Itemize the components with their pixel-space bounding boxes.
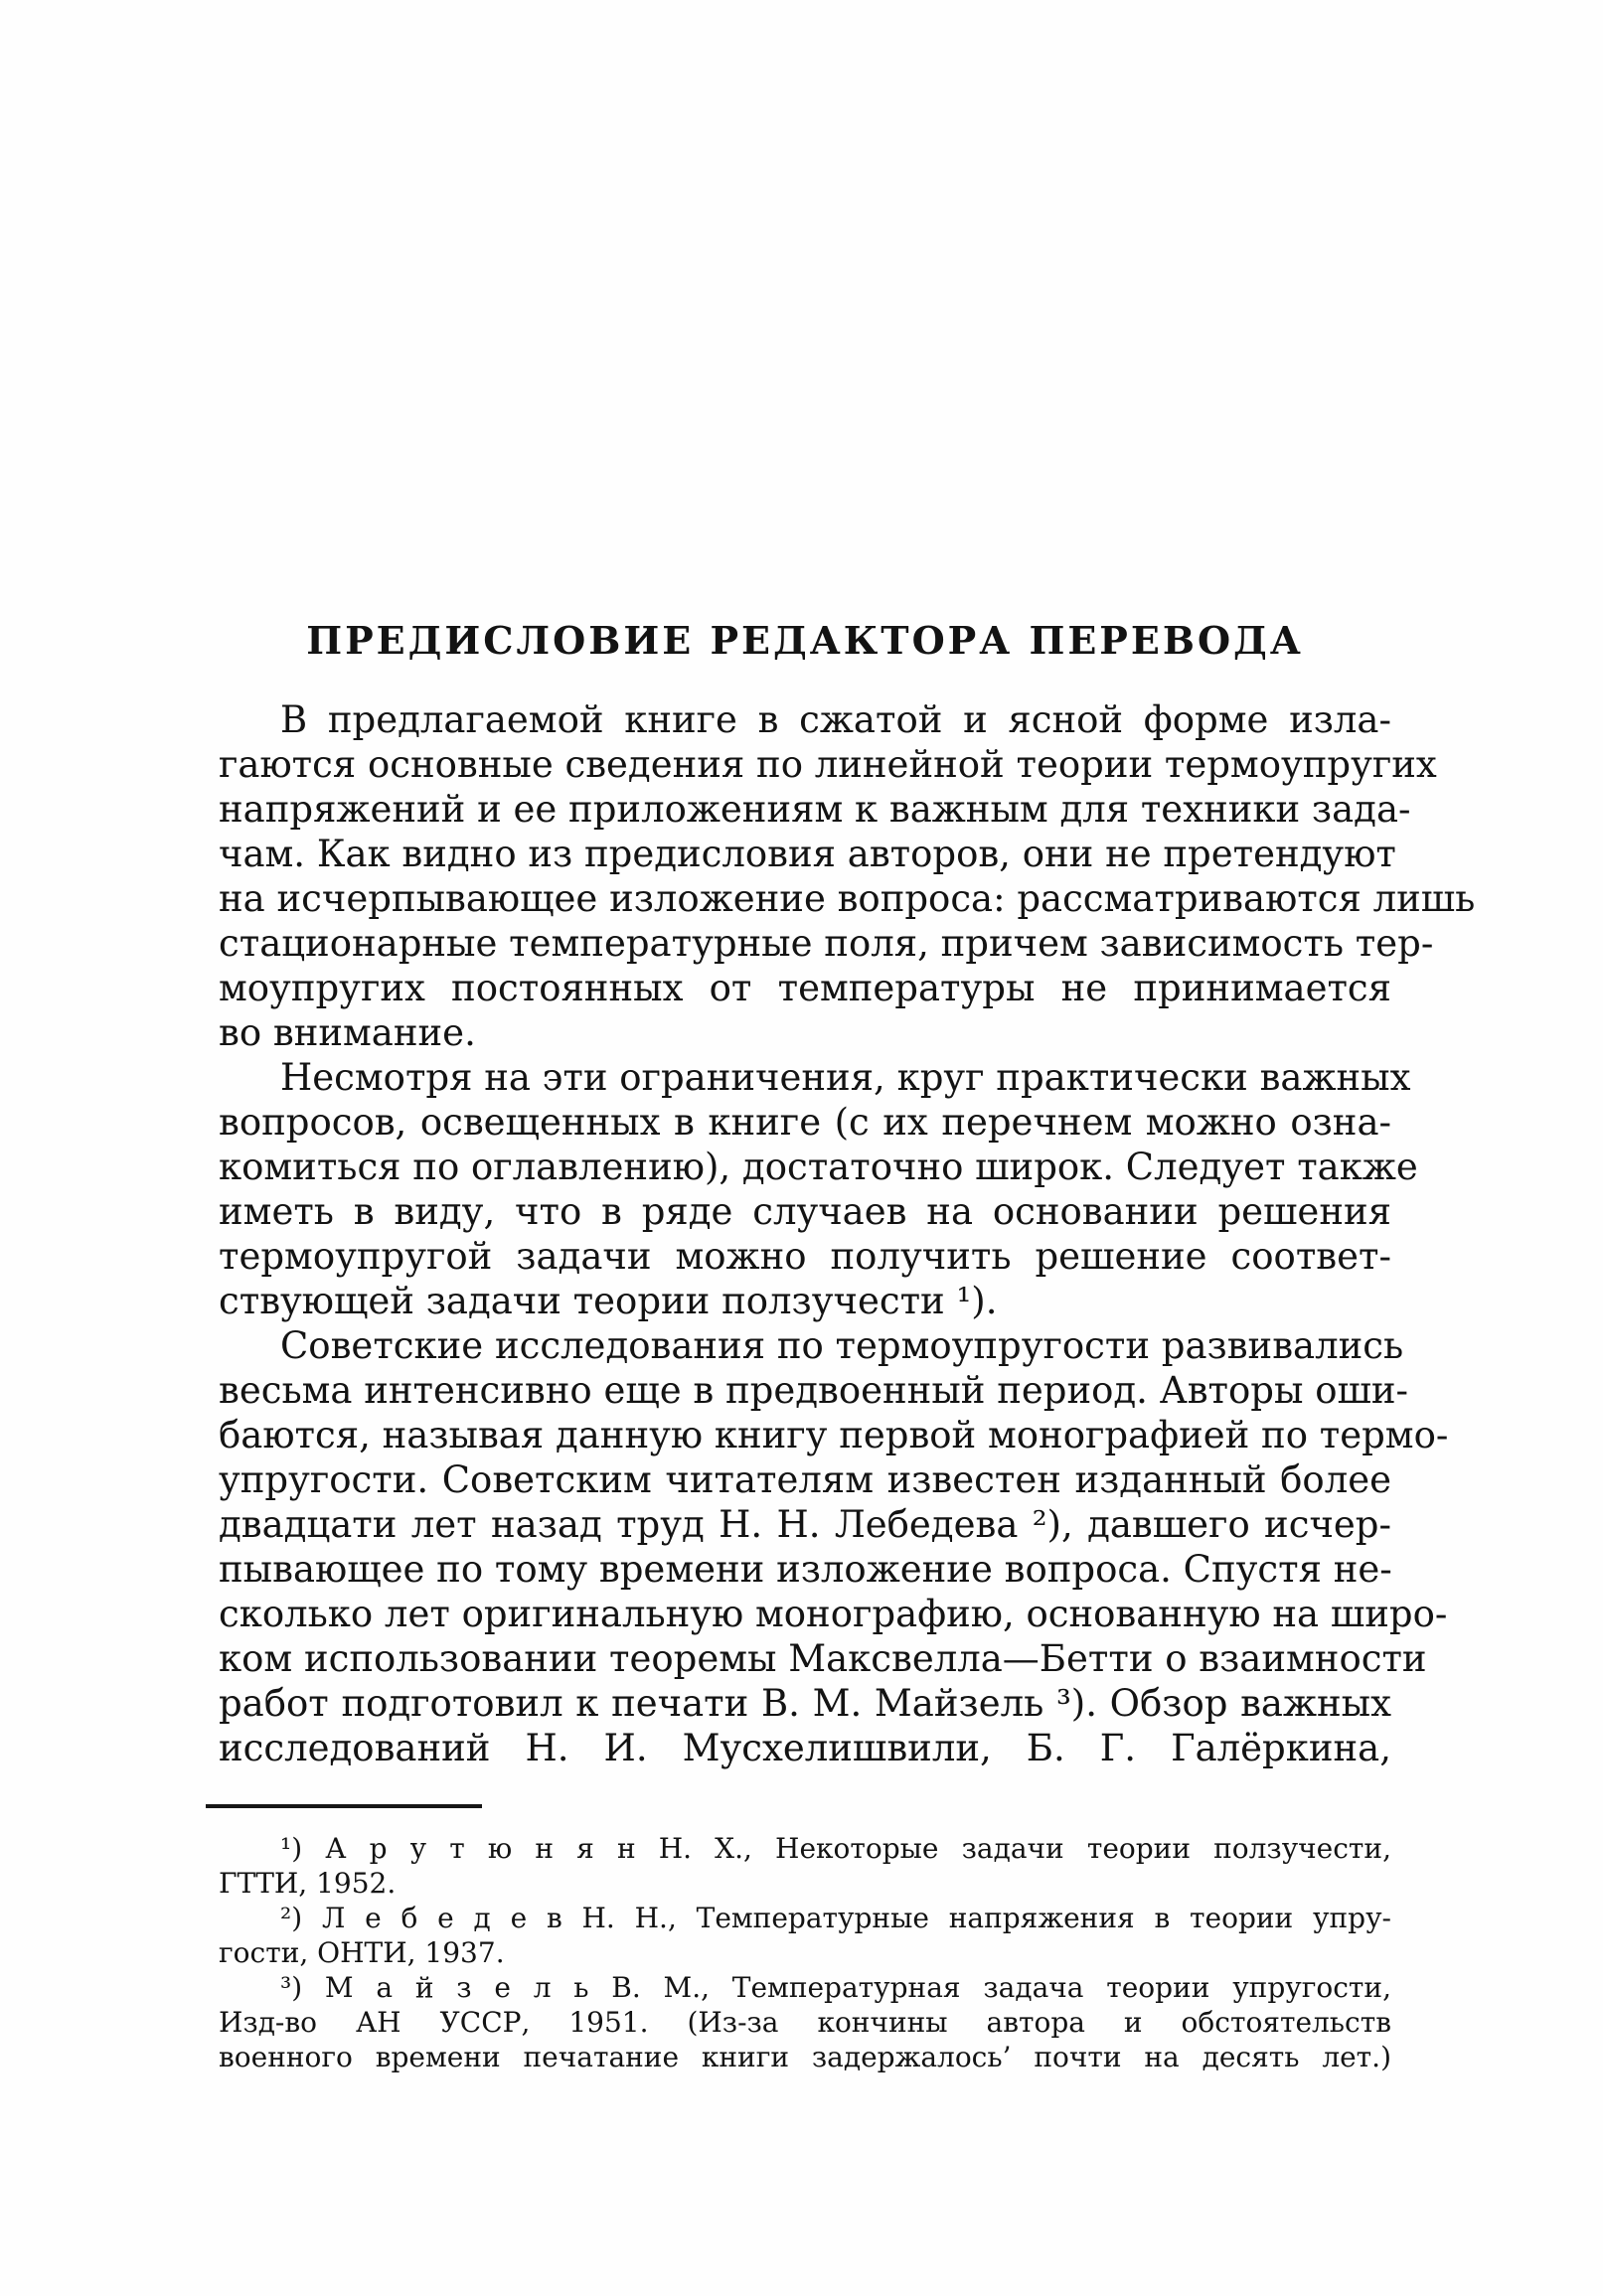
text-line: Советские исследования по термоупругости развивались [280,1324,1404,1367]
text-line: термоупругой задачи можно получить решение соответ- [219,1235,1391,1278]
text-line: Несмотря на эти ограничения, круг практически важных [280,1056,1411,1099]
text-line: военного времени печатание книги задержалось’ почти на десять лет.) [219,2041,1391,2073]
text-line: комиться по оглавлению), достаточно широк. Следует также [219,1146,1418,1188]
text-line: ³) М а й з е л ь В. М., Температурная задача теории упругости, [280,1971,1391,2004]
text-line: гости, ОНТИ, 1937. [219,1936,505,1969]
page-title: ПРЕДИСЛОВИЕ РЕДАКТОРА ПЕРЕВОДА [306,618,1304,663]
text-line: сколько лет оригинальную монографию, основанную на широ- [219,1593,1448,1635]
paragraph [219,1055,1418,1323]
paragraph [219,1831,1391,1901]
text-line: ком использовании теоремы Максвелла—Бетти о взаимности [219,1637,1427,1680]
text-line: чам. Как видно из предисловия авторов, они не претендуют [219,833,1396,875]
text-line: на исчерпывающее изложение вопроса: рассматриваются лишь [219,877,1476,920]
text-line: двадцати лет назад труд Н. Н. Лебедева ²), давшего исчер- [219,1503,1391,1546]
text-line: работ подготовил к печати В. М. Майзель ³). Обзор важных [219,1682,1391,1725]
text-line: исследований Н. И. Мусхелишвили, Б. Г. Галёркина, [219,1727,1391,1769]
footnote-separator [206,1804,482,1808]
text-line: вопросов, освещенных в книге (с их перечнем можно озна- [219,1101,1391,1144]
text-line: Изд-во АН УССР, 1951. (Из-за кончины автора и обстоятельств [219,2006,1391,2039]
text-line: баются, называя данную книгу первой монографией по термо- [219,1414,1449,1456]
text-line: гаются основные сведения по линейной теории термоупругих [219,743,1437,786]
text-line: В предлагаемой книге в сжатой и ясной форме изла- [280,698,1391,741]
text-line: иметь в виду, что в ряде случаев на основании решения [219,1190,1391,1233]
text-line: упругости. Советским читателям известен изданный более [219,1458,1391,1501]
text-line: ствующей задачи теории ползучести ¹). [219,1280,998,1322]
text-line: весьма интенсивно еще в предвоенный период. Авторы оши- [219,1369,1409,1412]
body-paragraphs [219,697,1476,1770]
paragraph [219,1901,1391,1970]
text-line: напряжений и ее приложениям к важным для техники зада- [219,788,1411,831]
text-line: ¹) А р у т ю н я н Н. Х., Некоторые задачи теории ползучести, [280,1832,1391,1865]
paragraph [219,697,1476,1055]
text-line: моупругих постоянных от температуры не принимается [219,967,1391,1009]
text-line: ГТТИ, 1952. [219,1867,397,1900]
text-line: во внимание. [219,1011,476,1054]
footnotes-block [219,1831,1391,2074]
text-line: стационарные температурные поля, причем зависимость тер- [219,922,1434,965]
text-line: ²) Л е б е д е в Н. Н., Температурные напряжения в теории упру- [280,1902,1391,1934]
text-line: пывающее по тому времени изложение вопроса. Спустя не- [219,1548,1392,1591]
paragraph [219,1970,1391,2074]
paragraph [219,1323,1449,1770]
